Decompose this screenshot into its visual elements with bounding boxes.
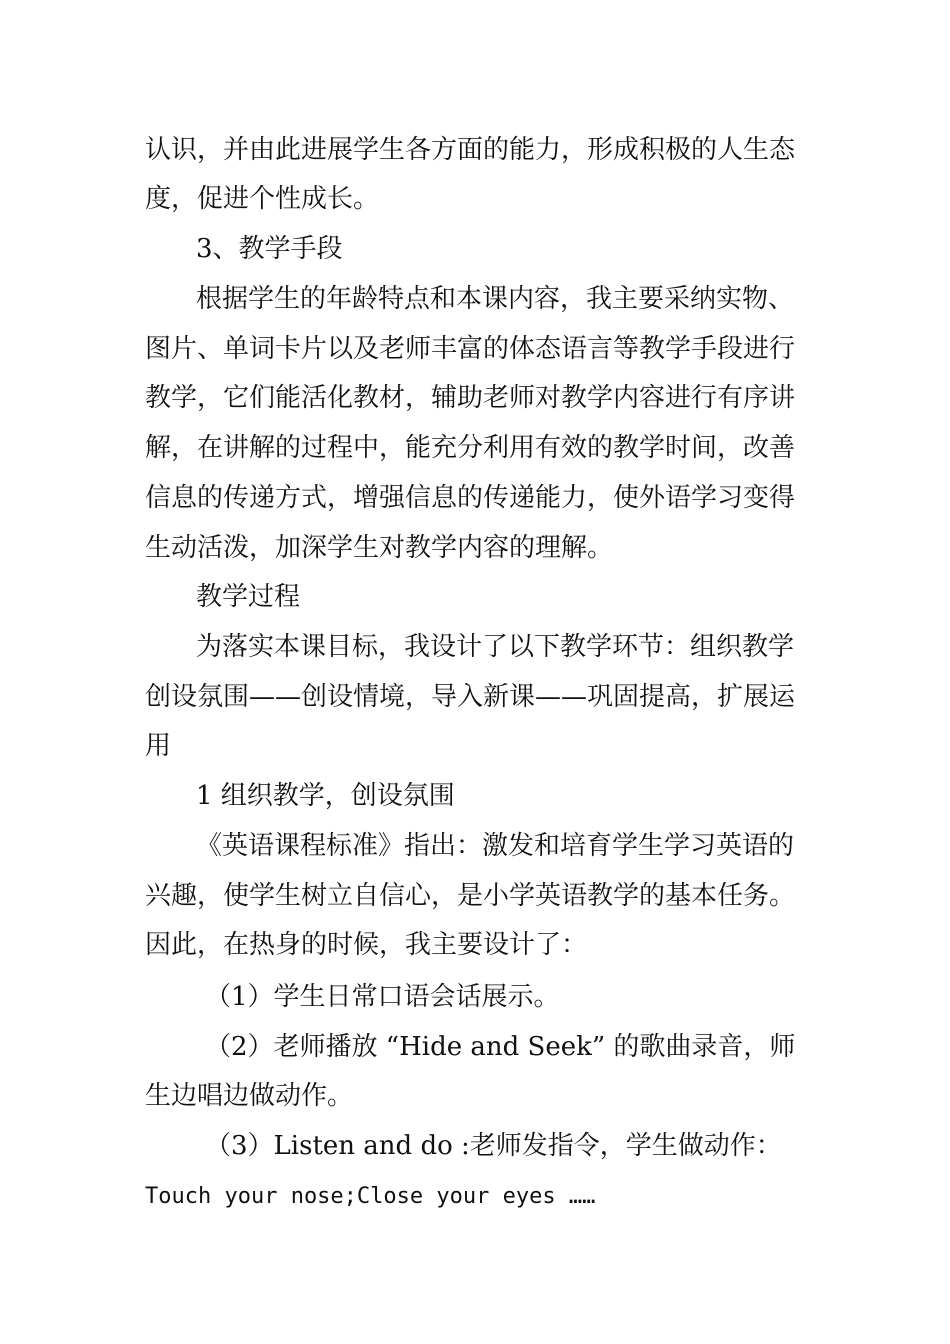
paragraph-line: 根据学生的年龄特点和本课内容，我主要采纳实物、 xyxy=(196,284,795,314)
list-item: （2）老师播放 “Hide and Seek” 的歌曲录音，师 xyxy=(205,1032,796,1062)
section-heading: 教学过程 xyxy=(196,582,301,612)
paragraph-line: 认识，并由此进展学生各方面的能力，形成积极的人生态 xyxy=(145,135,796,165)
paragraph-line: 教学，它们能活化教材，辅助老师对教学内容进行有序讲 xyxy=(145,383,796,413)
paragraph-line: 用 xyxy=(145,731,172,761)
paragraph-line: Touch your nose;Close your eyes …… xyxy=(145,1184,596,1209)
paragraph-line: 生动活泼，加深学生对教学内容的理解。 xyxy=(145,533,614,563)
paragraph-line: 《英语课程标准》指出：激发和培育学生学习英语的 xyxy=(196,831,795,861)
paragraph-line: 生边唱边做动作。 xyxy=(145,1081,354,1111)
paragraph-line: 度，促进个性成长。 xyxy=(145,184,380,214)
paragraph-line: 图片、单词卡片以及老师丰富的体态语言等教学手段进行 xyxy=(145,334,796,364)
paragraph-line: 解，在讲解的过程中，能充分利用有效的教学时间，改善 xyxy=(145,433,796,463)
section-heading: 1 组织教学，创设氛围 xyxy=(196,781,455,811)
paragraph-line: 信息的传递方式，增强信息的传递能力，使外语学习变得 xyxy=(145,483,796,513)
paragraph-line: 兴趣，使学生树立自信心，是小学英语教学的基本任务。 xyxy=(145,881,796,911)
paragraph-line: 创设氛围——创设情境，导入新课——巩固提高，扩展运 xyxy=(145,682,796,712)
paragraph-line: 为落实本课目标，我设计了以下教学环节：组织教学 xyxy=(196,632,795,662)
section-heading: 3、教学手段 xyxy=(196,234,343,264)
list-item: （1）学生日常口语会话展示。 xyxy=(205,982,560,1012)
list-item: （3）Listen and do :老师发指令，学生做动作： xyxy=(205,1131,782,1161)
paragraph-line: 因此，在热身的时候，我主要设计了： xyxy=(145,930,588,960)
